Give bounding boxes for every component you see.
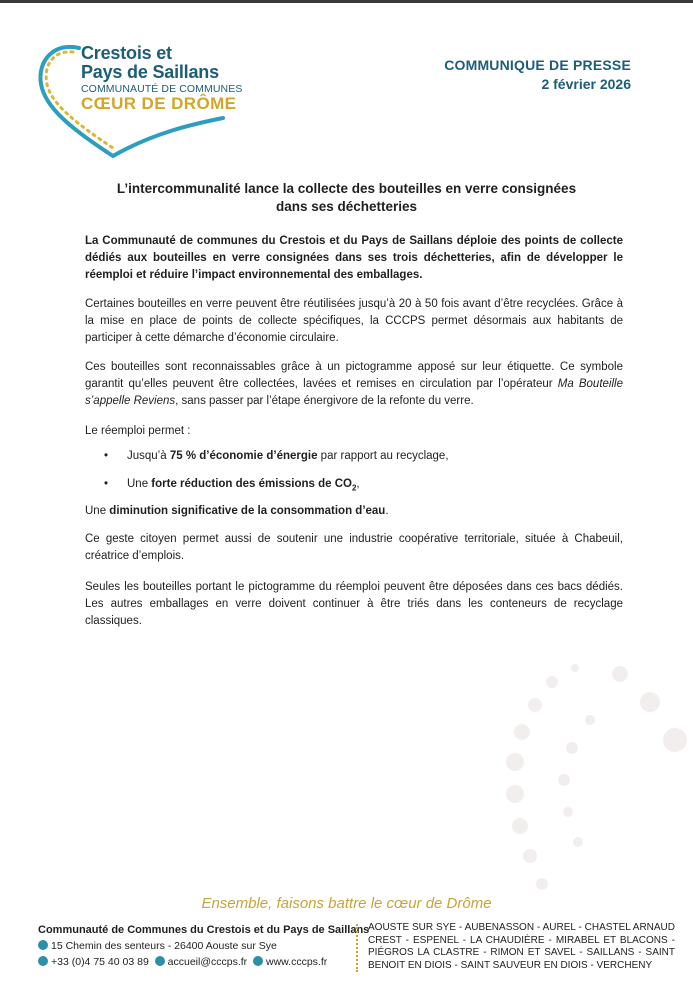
footer-communes: AOUSTE SUR SYE - AUBENASSON - AUREL - CHASTEL ARNAUD CREST - ESPENEL - LA CHAUDIÈRE - MIRABEL ET BLACONS - PIÉGROS LA CLASTRE - RIMON ET SAVEL - SAILLANS - SAINT BENOIT EN DIOIS - SAINT SAUVEUR EN DIOIS - VERCHENY [368,922,675,971]
globe-icon [253,956,263,966]
article-headline [85,180,608,216]
bullet-dot: • [104,450,109,462]
p4-before: Une [85,505,110,517]
p2-operator-name: Ma Bouteille s’appelle Reviens [85,378,623,407]
b1-bold: 75 % d’économie d’énergie [169,450,318,462]
footer-contact-line [38,954,369,970]
b2-subscript: 2 [351,483,357,493]
b2-after: , [356,478,360,490]
decorative-circles [480,660,693,910]
paragraph-reuse: Certaines bouteilles en verre peuvent être réutilisées jusqu’à 20 à 50 fois avant d’être recyclées. Grâce à la mise en place de points de collecte spécifiques, la CCCPS permet désormais aux habitants de participer à cette démarche d’économie circulaire. [85,298,623,344]
footer-address-line [38,938,369,954]
p4-after: . [385,505,389,517]
logo-line-4: CŒUR DE DRÔME [81,94,237,113]
footer-org-name: Communauté de Communes du Crestois et du Pays de Saillans [38,924,370,936]
paragraph-water [85,503,623,520]
b1-before: Jusqu’à [127,450,170,462]
logo-line-1: Crestois et [81,43,172,63]
p4-bold: diminution significative de la consommation d’eau [109,505,386,517]
top-border [0,0,693,3]
headline-line-1: L’intercommunalité lance la collecte des bouteilles en verre consignées [116,181,577,196]
press-title: COMMUNIQUE DE PRESSE [444,57,631,73]
location-pin-icon [38,940,48,950]
bullet-dot: • [104,478,109,490]
logo-line-3: COMMUNAUTÉ DE COMMUNES [81,83,243,95]
p2-text-before: Ces bouteilles sont reconnaissables grâce à un pictogramme apposé sur leur étiquette. Ce symbole garantit qu’elles peuvent être collectées, lavées et remises en circulation par l’opérateur [85,361,623,390]
b2-bold-text: forte réduction des émissions de CO [151,478,352,490]
lead-paragraph: La Communauté de communes du Crestois et du Pays de Saillans déploie des points de collecte dédiés aux bouteilles en verre consignées dans ses trois déchetteries, afin de développer le réemploi et réduire l’impact environnemental des emballages. [85,235,623,281]
footer-website[interactable]: www.cccps.fr [266,956,328,968]
headline-line-2: dans ses déchetteries [275,199,418,214]
b1-after: par rapport au recyclage, [317,450,449,462]
footer-divider [356,924,358,972]
paragraph-sorting: Seules les bouteilles portant le pictogramme du réemploi peuvent être déposées dans ces bacs dédiés. Les autres emballages en verre doivent continuer à être triés dans les conteneurs de recyclage classiques. [85,581,623,627]
press-date: 2 février 2026 [541,76,631,92]
press-header [444,56,631,94]
paragraph-industry: Ce geste citoyen permet aussi de soutenir une industrie coopérative territoriale, située à Chabeuil, créatrice d’emplois. [85,533,623,562]
logo [33,38,248,158]
logo-line-2: Pays de Saillans [81,62,219,82]
footer-phone[interactable]: +33 (0)4 75 40 03 89 [51,956,149,968]
footer-email[interactable]: accueil@cccps.fr [167,956,248,968]
paragraph-benefits-intro: Le réemploi permet : [85,425,191,437]
p2-text-after: , sans passer par l’étape énergivore de la refonte du verre. [175,395,474,407]
paragraph-pictogram [85,359,623,410]
b2-before: Une [127,478,152,490]
footer-contact [38,922,369,970]
phone-icon [38,956,48,966]
footer-address: 15 Chemin des senteurs - 26400 Aouste sur Sye [51,940,277,952]
b2-bold [151,478,357,493]
footer-tagline: Ensemble, faisons battre le cœur de Drôme [201,895,492,912]
email-icon [155,956,165,966]
